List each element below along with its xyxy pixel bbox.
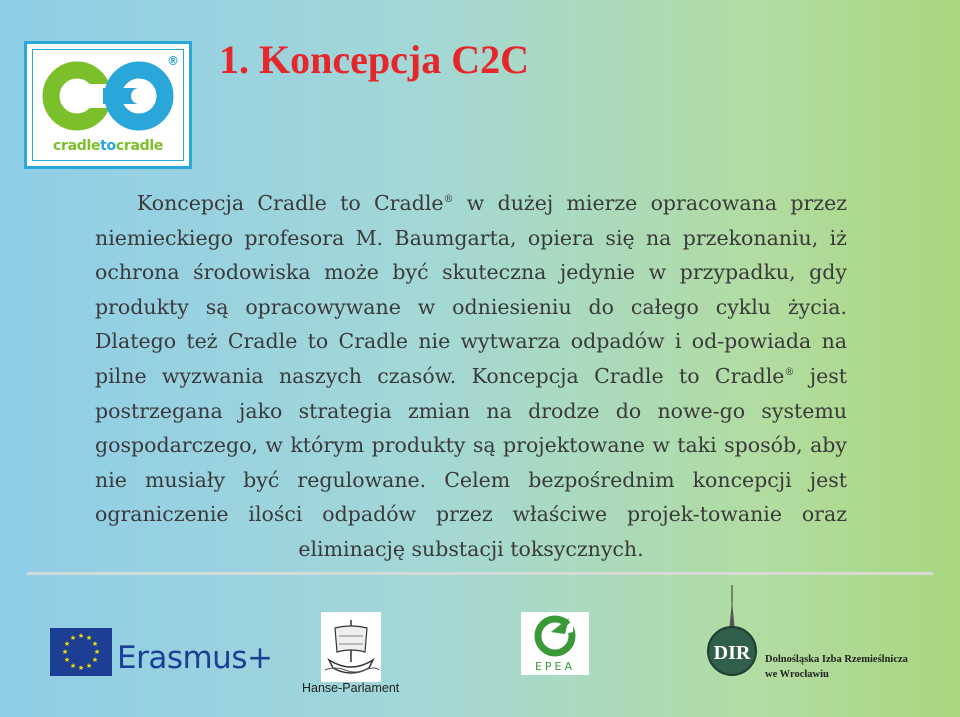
paragraph-part-2: w dużej mierze opracowana przez niemieckiego profesora M. Baumgarta, opiera się na przekonaniu, iż ochrona środowiska może być skuteczna jedynie w przypadku, gdy produkty są opracowywane w odniesieniu do całego cyklu życia. Dlatego też Cradle to Cradle nie wytwarza odpadów i od-powiada na pilne wyzwania naszych czasów. Koncepcja Cradle to Cradle xyxy=(95,191,847,388)
epea-logo xyxy=(521,612,589,675)
logo-word-cradle: cradle xyxy=(52,138,101,154)
svg-text:★: ★ xyxy=(85,634,93,642)
footer-divider xyxy=(27,572,933,575)
body-paragraph xyxy=(95,186,847,567)
svg-text:★: ★ xyxy=(93,648,101,656)
hanse-ship-icon xyxy=(321,612,381,682)
epea-symbol-icon xyxy=(521,612,589,658)
erasmus-logo-text: Erasmus+ xyxy=(117,640,273,676)
hanse-parlament-label: Hanse-Parlament xyxy=(302,681,400,695)
logo-registered-mark: ® xyxy=(167,54,179,68)
svg-text:★: ★ xyxy=(91,656,99,664)
svg-text:★: ★ xyxy=(61,648,69,656)
page-title: 1. Koncepcja C2C xyxy=(219,37,529,82)
paragraph-part-1: Koncepcja Cradle to Cradle xyxy=(137,191,444,215)
epea-text: EPEA xyxy=(534,660,576,673)
svg-text:★: ★ xyxy=(69,634,77,642)
svg-text:★: ★ xyxy=(69,662,77,670)
svg-text:★: ★ xyxy=(85,662,93,670)
logo-word-to: to xyxy=(100,138,116,154)
registered-mark-1: ® xyxy=(443,194,454,205)
chamber-tower-logo-icon xyxy=(700,583,764,683)
paragraph-part-3: jest postrzegana jako strategia zmian na drodze do nowe-go systemu gospodarczego, w którym produkty są projektowane w taki sposób, aby nie musiały być regulowane. Celem bezpośrednim koncepcji jest ograniczenie ilości odpadów przez właściwe projek-towanie oraz eliminację substacji toksycznych. xyxy=(95,363,847,561)
svg-text:★: ★ xyxy=(63,656,71,664)
registered-mark-2: ® xyxy=(784,366,795,378)
eu-flag-icon xyxy=(50,628,112,676)
svg-text:★: ★ xyxy=(77,664,85,672)
chamber-name-line-1: Dolnośląska Izba Rzemieślnicza xyxy=(765,654,908,665)
chamber-monogram: DIR xyxy=(713,642,751,664)
logo-word-cradle-2: cradle xyxy=(115,138,164,154)
cradle-to-cradle-logo xyxy=(24,41,192,169)
chamber-name-line-2: we Wrocławiu xyxy=(765,669,829,680)
chamber-name xyxy=(765,652,935,682)
svg-text:★: ★ xyxy=(77,632,85,640)
svg-text:★: ★ xyxy=(63,640,71,648)
svg-text:★: ★ xyxy=(91,640,99,648)
logo-wordmark xyxy=(27,138,189,154)
